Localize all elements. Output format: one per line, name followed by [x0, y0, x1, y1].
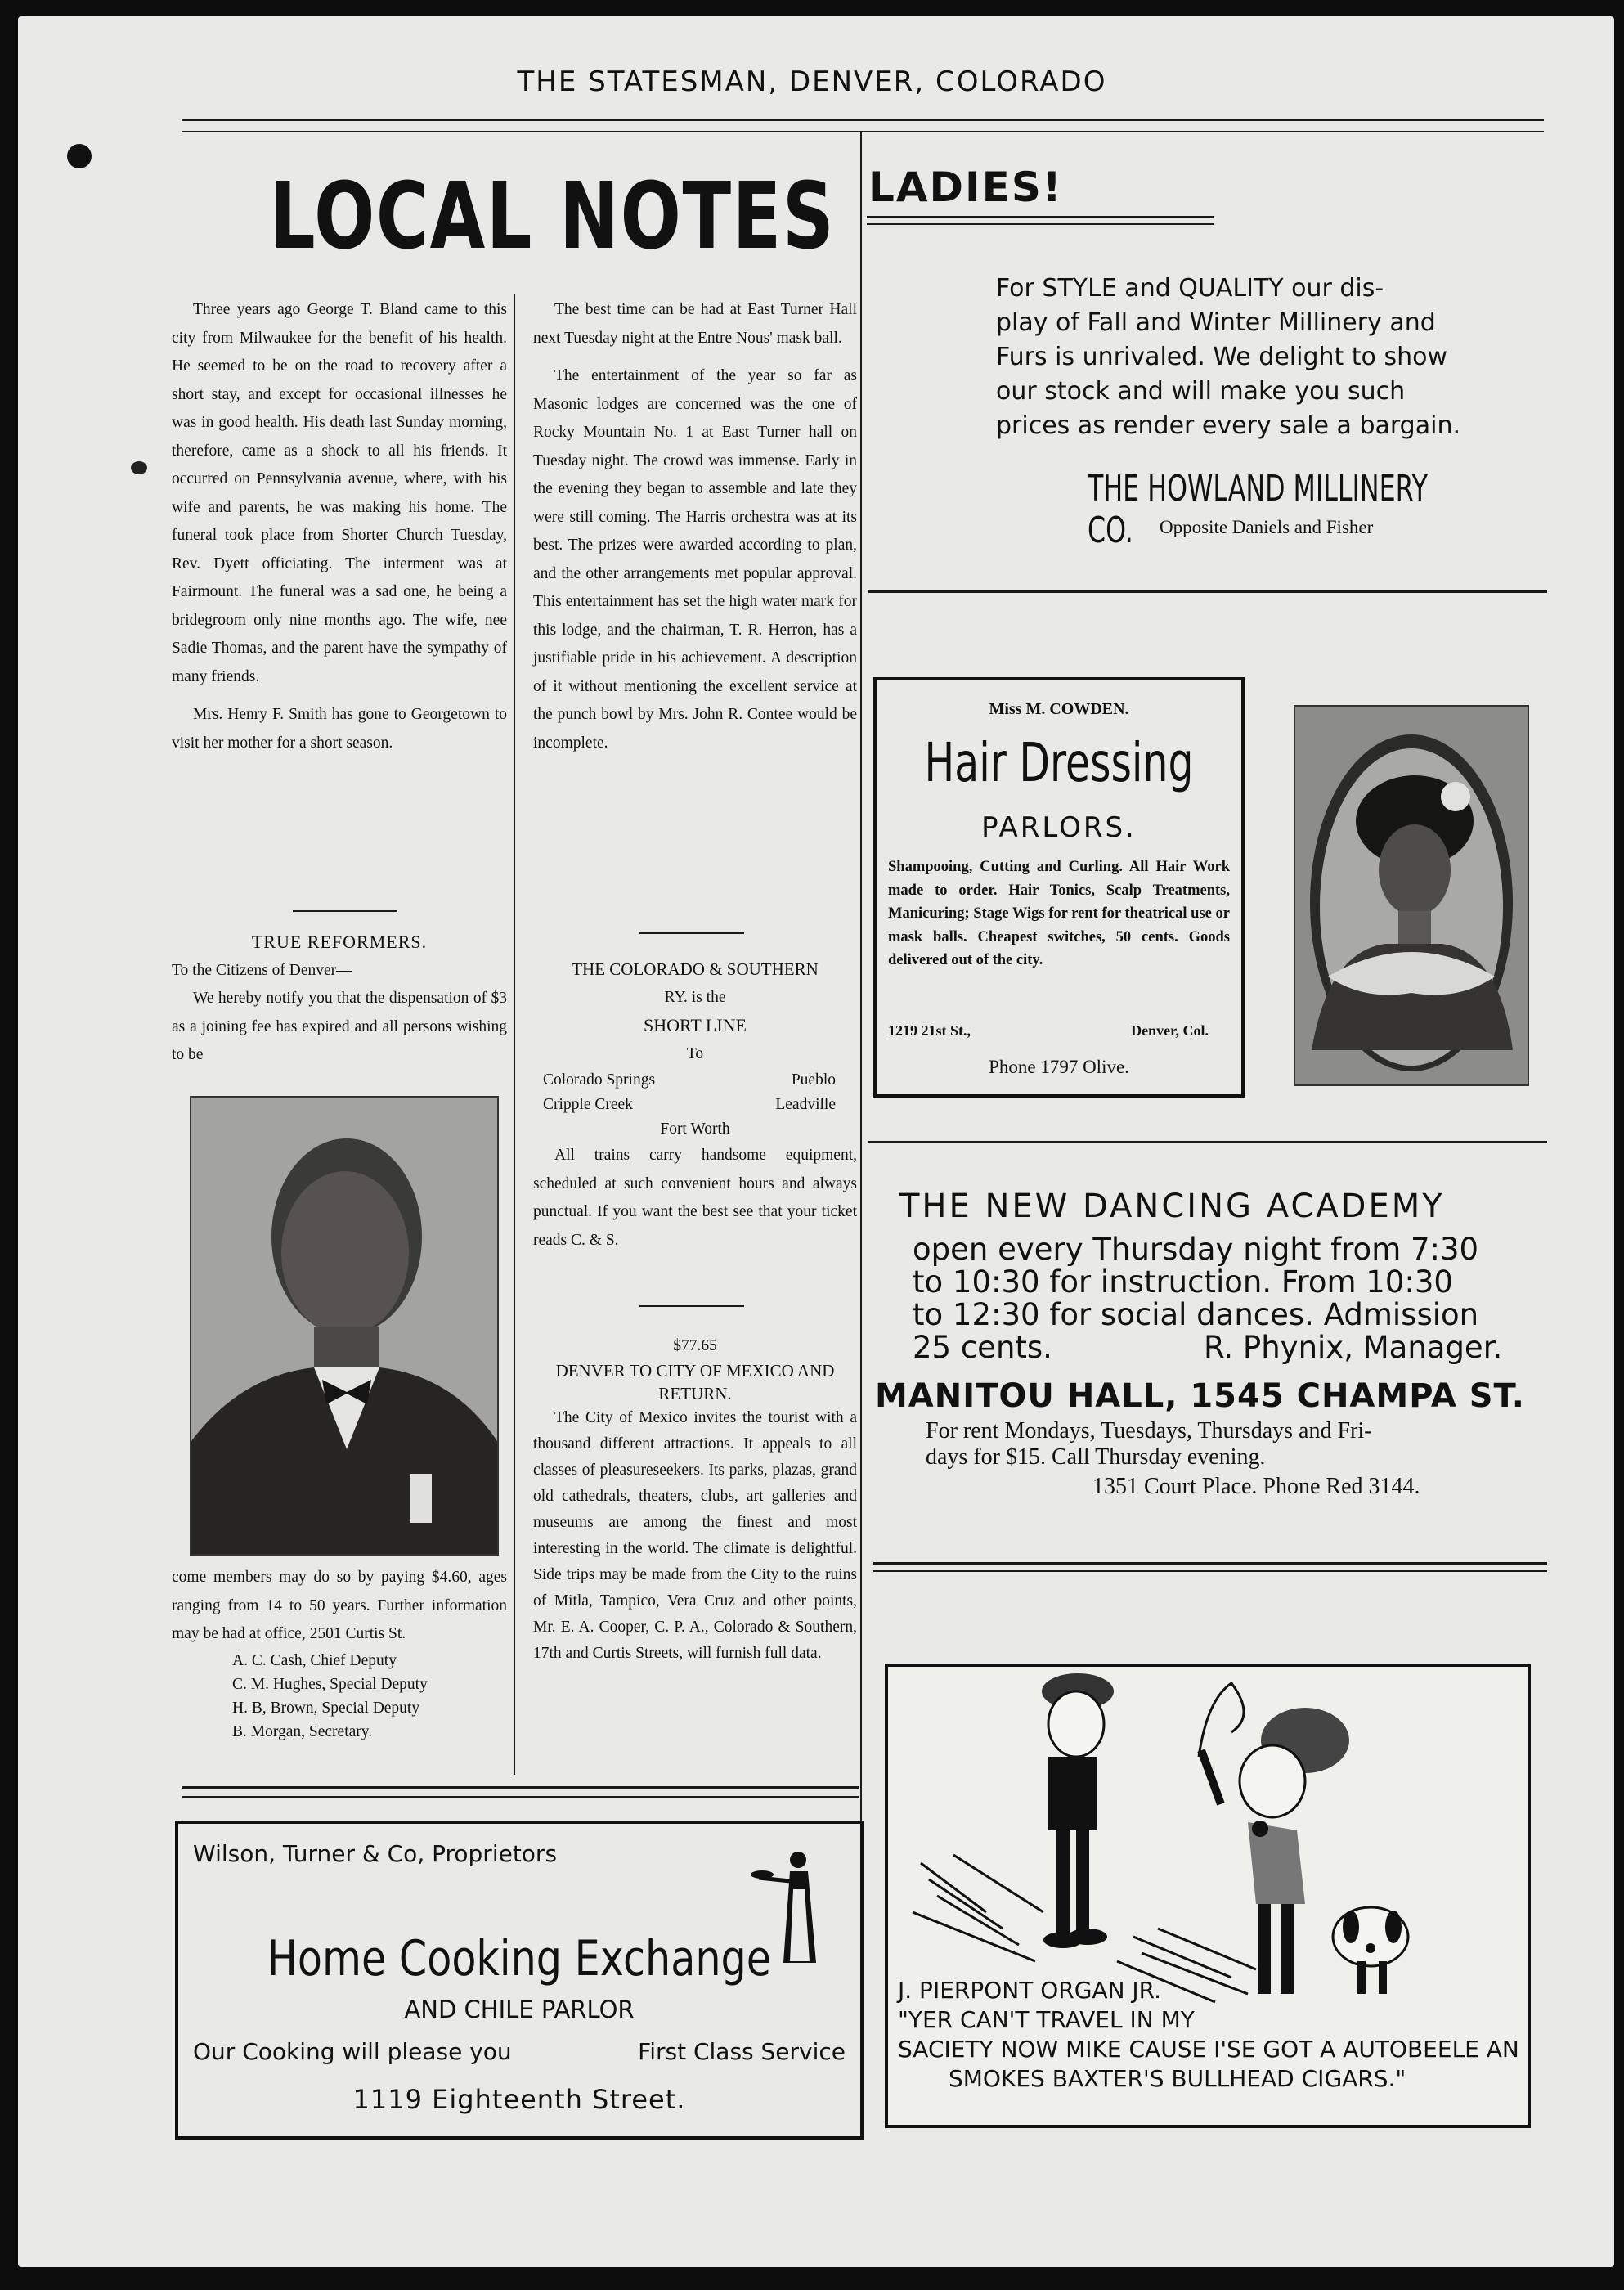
hair-address: 1219 21st St., — [888, 1022, 971, 1039]
caption-line: J. PIERPONT ORGAN JR. — [898, 1977, 1162, 2004]
masthead: THE STATESMAN, DENVER, COLORADO — [517, 65, 1107, 98]
masthead-rule-2 — [182, 131, 1544, 132]
manitou-heading: MANITOU HALL, 1545 CHAMPA ST. — [875, 1377, 1525, 1415]
divider — [639, 1305, 744, 1307]
railway-line: RY. is the — [664, 988, 726, 1006]
signer: C. M. Hughes, Special Deputy — [232, 1675, 428, 1693]
slogan-right: First Class Service — [638, 2038, 846, 2065]
hair-title: Hair Dressing — [924, 731, 1194, 794]
destination: Leadville — [775, 1096, 836, 1113]
caption-line: SMOKES BAXTER'S BULLHEAD CIGARS." — [949, 2065, 1406, 2092]
text-line: to 12:30 for social dances. Admission — [913, 1297, 1479, 1332]
destination: Fort Worth — [660, 1120, 730, 1138]
text-line: play of Fall and Winter Millinery and — [996, 308, 1436, 337]
restaurant-sub: AND CHILE PARLOR — [404, 1996, 635, 2023]
paragraph: Three years ago George T. Bland came to this city from Milwaukee for the benefit of his health. He seemed to be on the road to recovery after a short stay, and except for occasional illnesses he was in good health. His death last Sunday morning, therefore, came as a shock to all his friends. It occurred on Pennsylvania avenue, where, with his wife and parents, he was making his home. The funeral took place from Shorter Church Tuesday, Rev. Dyett officiating. The interment was at Fairmount. The funeral was a sad one, he being a bridegroom only nine months ago. The wife, nee Sadie Thomas, and the parent have the sympathy of many friends. — [172, 301, 507, 685]
cartoon-illustration — [888, 1667, 1528, 2027]
text-line: For rent Mondays, Tuesdays, Thursdays and Fri- — [926, 1418, 1372, 1444]
local-notes-col2 — [533, 296, 857, 767]
boy-one — [1042, 1673, 1114, 1948]
mexico-price: $77.65 — [673, 1337, 717, 1354]
manitou-address: 1351 Court Place. Phone Red 3144. — [1092, 1474, 1420, 1499]
text-line: prices as render every sale a bargain. — [996, 411, 1460, 440]
divider — [639, 932, 744, 934]
signer: A. C. Cash, Chief Deputy — [232, 1651, 397, 1669]
railway-short-line: SHORT LINE — [644, 1015, 747, 1035]
reformers-heading: TRUE REFORMERS. — [251, 932, 428, 952]
signer: H. B, Brown, Special Deputy — [232, 1699, 420, 1717]
boy-two — [1197, 1683, 1349, 1994]
reformers-text: We hereby notify you that the dispensation of $3 as a joining fee has expired and all persons wishing to be — [172, 990, 507, 1063]
millinery-company: THE HOWLAND MILLINERY CO. — [1088, 468, 1428, 551]
hair-subtitle: PARLORS. — [981, 811, 1137, 844]
slogan-left: Our Cooking will please you — [193, 2038, 512, 2065]
text-line: days for $15. Call Thursday evening. — [926, 1444, 1266, 1470]
dancing-price: 25 cents. — [913, 1330, 1052, 1365]
divider — [293, 910, 397, 912]
paragraph: The best time can be had at East Turner Hall next Tuesday night at the Entre Nous' mask ball. — [533, 301, 857, 347]
paragraph: The entertainment of the year so far as Masonic lodges are concerned was the one of Rocky Mountain No. 1 at East Turner hall on Tuesday night. The crowd was immense. Early in the evening they began to assemble and late they were still coming. The Harris orchestra was at its best. The prizes were awarded according to plan, and the other arrangements met popular approval. This entertainment has set the high water mark for this lodge, and the chairman, T. R. Herron, has a justifiable pride in his achievement. A description of it without mentioning the excellent service at the punch bowl by Mrs. John R. Contee would be incomplete. — [533, 367, 857, 752]
text-line: For STYLE and QUALITY our dis- — [996, 274, 1384, 303]
restaurant-name: Home Cooking Exchange — [267, 1930, 772, 1987]
proprietors: Wilson, Turner & Co, Proprietors — [193, 1840, 558, 1867]
millinery-location: Opposite Daniels and Fisher — [1160, 517, 1374, 537]
mexico-body: The City of Mexico invites the tourist with a thousand different attractions. It appeals to all classes of pleasureseekers. Its parks, plazas, grand old cathedrals, theaters, clubs, art galleries and museums are among the finest and most interesting in the world. The climate is delightful. Side trips may be made from the City to the ruins of Mitla, Tampico, Vera Cruz and other points, Mr. E. A. Cooper, C. P. A., Colorado & Southern, 17th and Curtis Streets, will furnish full data. — [533, 1409, 857, 1662]
section-rule — [182, 1786, 859, 1789]
hair-city: Denver, Col. — [1131, 1022, 1209, 1039]
dancing-heading: THE NEW DANCING ACADEMY — [899, 1188, 1445, 1225]
destination: Pueblo — [791, 1071, 836, 1089]
local-notes-col1 — [172, 296, 507, 767]
ladies-underline-2 — [867, 223, 1214, 225]
mexico-ad — [533, 1333, 857, 1667]
hair-dressing-ad — [873, 677, 1245, 1098]
section-rule — [868, 1141, 1547, 1143]
millinery-body — [996, 272, 1460, 443]
section-rule-2 — [182, 1796, 859, 1798]
text-line: to 10:30 for instruction. From 10:30 — [913, 1264, 1453, 1300]
dancing-body — [913, 1233, 1478, 1331]
paragraph: Mrs. Henry F. Smith has gone to Georgetown to visit her mother for a short season. — [172, 706, 507, 752]
reformers-continued — [172, 1564, 507, 1744]
cartoon-caption — [898, 1976, 1519, 2094]
punch-hole — [67, 144, 92, 168]
home-cooking-ad — [175, 1821, 864, 2140]
portrait-photo — [190, 1096, 499, 1556]
section-title: LOCAL NOTES — [270, 164, 836, 270]
railway-ad — [533, 955, 857, 1255]
railway-to: To — [686, 1044, 704, 1062]
railway-heading: THE COLORADO & SOUTHERN — [572, 959, 819, 979]
reformers-text-after: come members may do so by paying $4.60, ages ranging from 14 to 50 years. Further information may be had at office, 2501 Curtis St. — [172, 1569, 507, 1642]
reformers-salutation: To the Citizens of Denver— — [172, 961, 352, 979]
woman-portrait-illustration — [1295, 707, 1528, 1084]
destination: Cripple Creek — [543, 1096, 633, 1113]
section-rule — [873, 1562, 1547, 1565]
section-rule — [868, 590, 1547, 593]
ladies-underline — [867, 216, 1214, 218]
railway-destinations — [533, 1068, 857, 1117]
dancing-manager: R. Phynix, Manager. — [1204, 1330, 1503, 1365]
hair-phone: Phone 1797 Olive. — [989, 1057, 1129, 1077]
cartoon-ad — [885, 1664, 1531, 2128]
punch-hole — [131, 461, 147, 474]
hair-body: Shampooing, Cutting and Curling. All Hair Work made to order. Hair Tonics, Scalp Treatments, Manicuring; Stage Wigs for rent for theatrical use or mask balls. Cheapest switches, 50 cents. Goods delivered out of the city. — [888, 859, 1230, 968]
masthead-rule — [182, 119, 1544, 121]
signer: B. Morgan, Secretary. — [232, 1722, 373, 1740]
restaurant-address: 1119 Eighteenth Street. — [352, 2084, 686, 2115]
caption-line: SACIETY NOW MIKE CAUSE I'SE GOT A AUTOBEELE AN — [898, 2036, 1519, 2063]
text-line: Furs is unrivaled. We delight to show — [996, 343, 1447, 371]
caption-line: "YER CAN'T TRAVEL IN MY — [898, 2006, 1195, 2033]
manitou-body — [926, 1418, 1371, 1471]
column-divider — [514, 294, 515, 1775]
woman-portrait-photo — [1294, 705, 1529, 1086]
ladies-heading: LADIES! — [868, 164, 1063, 211]
text-line: our stock and will make you such — [996, 377, 1406, 406]
reformers-section — [172, 928, 507, 1070]
mexico-heading: DENVER TO CITY OF MEXICO AND RETURN. — [555, 1361, 835, 1403]
destination: Colorado Springs — [543, 1071, 656, 1089]
hair-owner: Miss M. COWDEN. — [989, 700, 1129, 718]
reformers-signers — [172, 1649, 507, 1744]
railway-body: All trains carry handsome equipment, scheduled at such convenient hours and always punctual. If you want the best see that your ticket reads C. & S. — [533, 1147, 857, 1249]
text-line: open every Thursday night from 7:30 — [913, 1232, 1479, 1267]
section-rule-2 — [873, 1570, 1547, 1572]
man-portrait-illustration — [191, 1098, 497, 1554]
